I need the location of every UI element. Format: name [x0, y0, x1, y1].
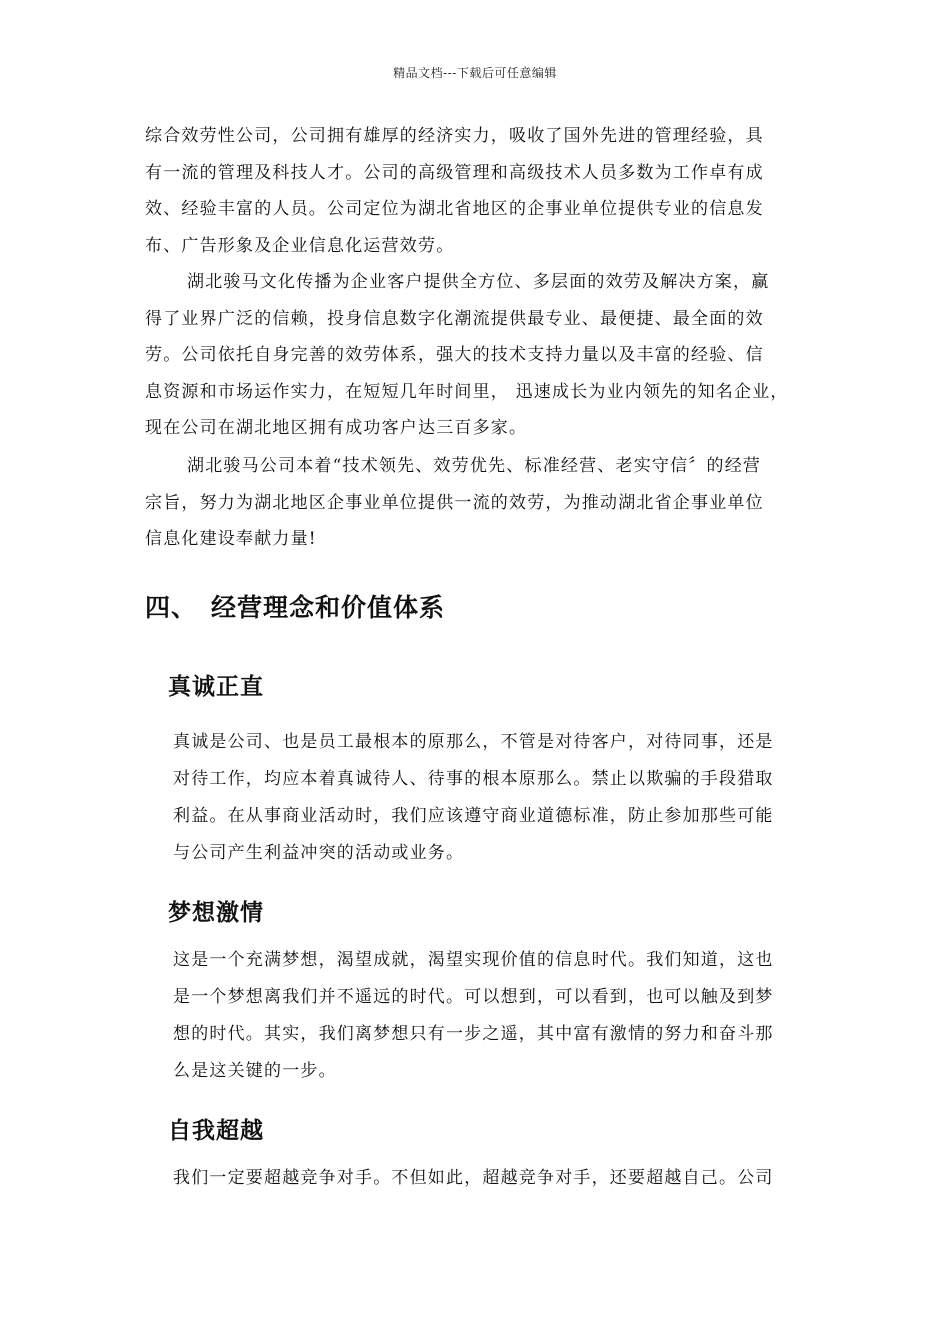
- text-line: 想的时代。其实，我们离梦想只有一步之遥，其中富有激情的努力和奋斗那: [173, 1024, 774, 1044]
- intro-paragraph-3: [145, 448, 821, 558]
- text-line: 现在公司在湖北地区拥有成功客户达三百多家。: [145, 418, 528, 438]
- text-line: 是一个梦想离我们并不遥远的时代。可以想到，可以看到，也可以触及到梦: [173, 987, 774, 1007]
- text-line: 利益。在从事商业活动时，我们应该遵守商业道德标准，防止参加那些可能: [173, 806, 774, 826]
- intro-paragraph-1: [145, 118, 821, 264]
- value-paragraph-sincerity: [173, 724, 813, 872]
- text-line: 劳。公司依托自身完善的效劳体系，强大的技术支持力量以及丰富的经验、信: [145, 345, 764, 365]
- value-heading-sincerity: 真诚正直: [168, 674, 264, 700]
- text-line: 真诚是公司、也是员工最根本的原那么，不管是对待客户，对待同事，还是: [173, 732, 774, 752]
- text-line: 我们一定要超越竞争对手。不但如此，超越竞争对手，还要超越自己。公司: [173, 1168, 774, 1188]
- text-line: 这是一个充满梦想，渴望成就，渴望实现价值的信息时代。我们知道，这也: [173, 950, 774, 970]
- section-heading: [145, 588, 445, 624]
- text-line: 效、经验丰富的人员。公司定位为湖北省地区的企事业单位提供专业的信息发: [145, 199, 764, 219]
- value-heading-dream: 梦想激情: [168, 900, 264, 926]
- text-line: 湖北骏马文化传播为企业客户提供全方位、多层面的效劳及解决方案，赢: [187, 272, 770, 292]
- section-number: 四、: [145, 593, 198, 622]
- section-title: 经营理念和价值体系: [211, 593, 446, 622]
- text-line: 么是这关键的一步。: [173, 1061, 337, 1081]
- page-header: 精品文档---下载后可任意编辑: [393, 66, 557, 80]
- text-line: 综合效劳性公司，公司拥有雄厚的经济实力，吸收了国外先进的管理经验，具: [145, 126, 764, 146]
- text-line: 对待工作，均应本着真诚待人、待事的根本原那么。禁止以欺骗的手段猎取: [173, 769, 774, 789]
- text-line: 得了业界广泛的信赖，投身信息数字化潮流提供最专业、最便捷、最全面的效: [145, 308, 764, 329]
- value-paragraph-self-transcendence: [173, 1160, 813, 1197]
- value-heading-self-transcendence: 自我超越: [168, 1118, 264, 1144]
- text-line: 湖北骏马公司本着“技术领先、效劳优先、标准经营、老实守信〞的经营: [187, 456, 762, 476]
- text-line: 宗旨，努力为湖北地区企事业单位提供一流的效劳，为推动湖北省企事业单位: [145, 492, 764, 513]
- intro-paragraph-2: [145, 264, 821, 447]
- text-line: 布、广告形象及企业信息化运营效劳。: [145, 235, 455, 256]
- text-line: 有一流的管理及科技人才。公司的高级管理和高级技术人员多数为工作卓有成: [145, 162, 764, 183]
- value-paragraph-dream: [173, 942, 813, 1090]
- text-line: 信息化建设奉献力量!: [145, 529, 317, 549]
- text-line: 息资源和市场运作实力，在短短几年时间里， 迅速成长为业内领先的知名企业，: [145, 381, 789, 402]
- text-line: 与公司产生利益冲突的活动或业务。: [173, 843, 465, 863]
